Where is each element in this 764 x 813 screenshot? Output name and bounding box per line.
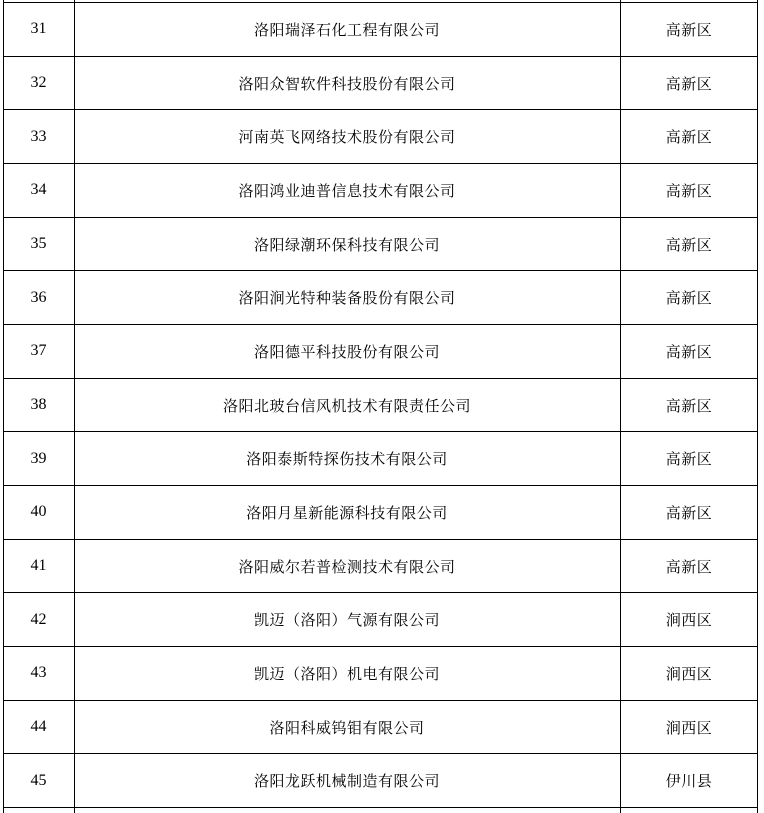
company-name-cell: 凯迈（洛阳）气源有限公司 bbox=[253, 613, 440, 630]
table-row bbox=[3, 218, 758, 272]
district-cell: 高新区 bbox=[665, 344, 713, 361]
row-number-cell: 45 bbox=[30, 771, 47, 789]
row-number-cell: 34 bbox=[30, 181, 47, 199]
table-row bbox=[3, 164, 758, 218]
table-row bbox=[3, 3, 758, 57]
company-name-cell: 河南英飞网络技术股份有限公司 bbox=[238, 130, 456, 147]
district-cell: 高新区 bbox=[665, 559, 713, 576]
row-number-cell: 44 bbox=[30, 718, 47, 736]
company-name-cell: 洛阳泰斯特探伤技术有限公司 bbox=[246, 452, 448, 469]
table-row bbox=[3, 647, 758, 701]
row-number-cell: 31 bbox=[30, 20, 47, 38]
table-row bbox=[3, 379, 758, 433]
district-cell: 高新区 bbox=[665, 291, 713, 308]
table-divider-number-company bbox=[74, 0, 75, 813]
table-row bbox=[3, 540, 758, 594]
row-number-cell: 43 bbox=[30, 664, 47, 682]
company-name-cell: 洛阳北玻台信风机技术有限责任公司 bbox=[222, 398, 471, 415]
company-name-cell: 凯迈（洛阳）机电有限公司 bbox=[253, 666, 440, 683]
district-cell: 涧西区 bbox=[665, 666, 713, 683]
company-name-cell: 洛阳月星新能源科技有限公司 bbox=[246, 505, 448, 522]
company-name-cell: 洛阳鸿业迪普信息技术有限公司 bbox=[238, 183, 456, 200]
row-number-cell: 39 bbox=[30, 449, 47, 467]
table-row bbox=[3, 57, 758, 111]
row-number-cell: 36 bbox=[30, 288, 47, 306]
row-number-cell: 41 bbox=[30, 557, 47, 575]
row-number-cell: 42 bbox=[30, 610, 47, 628]
company-table bbox=[3, 2, 758, 808]
row-number-cell: 35 bbox=[30, 235, 47, 253]
district-cell: 高新区 bbox=[665, 505, 713, 522]
district-cell: 高新区 bbox=[665, 130, 713, 147]
district-cell: 高新区 bbox=[665, 237, 713, 254]
district-cell: 高新区 bbox=[665, 452, 713, 469]
district-cell: 高新区 bbox=[665, 183, 713, 200]
district-cell: 涧西区 bbox=[665, 613, 713, 630]
row-number-cell: 40 bbox=[30, 503, 47, 521]
company-name-cell: 洛阳龙跃机械制造有限公司 bbox=[253, 774, 440, 791]
table-row bbox=[3, 754, 758, 808]
company-name-cell: 洛阳威尔若普检测技术有限公司 bbox=[238, 559, 456, 576]
row-number-cell: 38 bbox=[30, 396, 47, 414]
table-row bbox=[3, 110, 758, 164]
table-border-left bbox=[3, 0, 4, 813]
district-cell: 高新区 bbox=[665, 76, 713, 93]
district-cell: 高新区 bbox=[665, 398, 713, 415]
row-number-cell: 37 bbox=[30, 342, 47, 360]
company-name-cell: 洛阳德平科技股份有限公司 bbox=[253, 344, 440, 361]
company-name-cell: 洛阳科威钨钼有限公司 bbox=[269, 720, 425, 737]
company-name-cell: 洛阳瑞泽石化工程有限公司 bbox=[253, 22, 440, 39]
table-row bbox=[3, 701, 758, 755]
company-name-cell: 洛阳绿潮环保科技有限公司 bbox=[253, 237, 440, 254]
table-row bbox=[3, 271, 758, 325]
table-row bbox=[3, 432, 758, 486]
table-border-right bbox=[757, 0, 758, 813]
row-number-cell: 33 bbox=[30, 127, 47, 145]
company-name-cell: 洛阳涧光特种装备股份有限公司 bbox=[238, 291, 456, 308]
table-row bbox=[3, 486, 758, 540]
district-cell: 高新区 bbox=[665, 22, 713, 39]
district-cell: 涧西区 bbox=[665, 720, 713, 737]
table-divider-company-district bbox=[620, 0, 621, 813]
table-row bbox=[3, 325, 758, 379]
district-cell: 伊川县 bbox=[665, 774, 713, 791]
row-number-cell: 32 bbox=[30, 74, 47, 91]
table-row bbox=[3, 593, 758, 647]
company-name-cell: 洛阳众智软件科技股份有限公司 bbox=[238, 76, 456, 93]
